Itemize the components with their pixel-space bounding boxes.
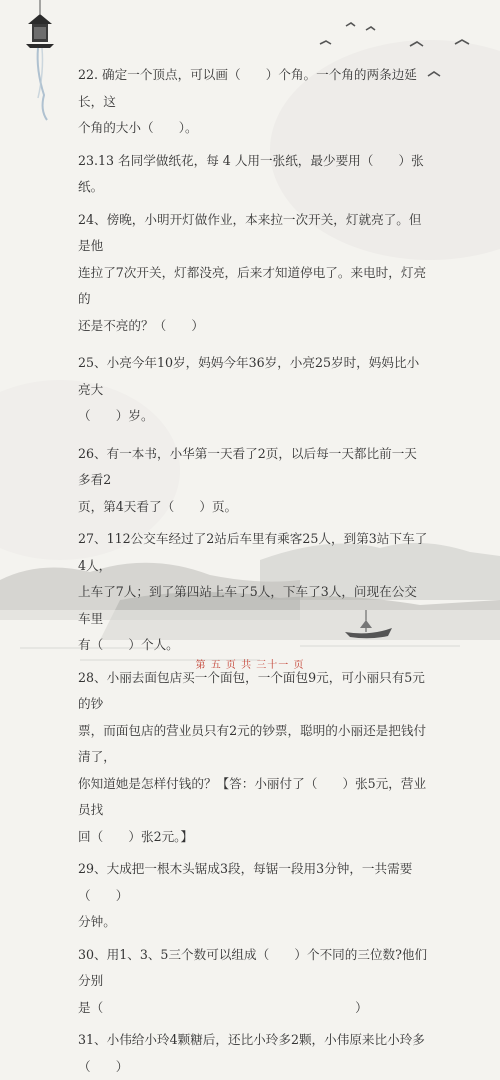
question-23-line-1: 23.13 名同学做纸花，每 4 人用一张纸，最少要用（ ）张纸。: [78, 152, 424, 194]
question-29-line-2: 分钟。: [78, 914, 116, 929]
question-31-line-1: 31、小伟给小玲4颗糖后，还比小玲多2颗，小伟原来比小玲多（ ）: [78, 1032, 425, 1074]
question-26-line-1: 26、有一本书，小华第一天看了2页，以后每一天都比前一天多看2: [78, 445, 417, 487]
question-27-line-1: 27、112公交车经过了2站后车里有乘客25人，到第3站下车了4人，: [78, 531, 428, 573]
question-27-line-2: 上车了7人；到了第四站上车了5人，下车了3人，问现在公交车里: [78, 584, 417, 626]
question-28-line-1: 28、小丽去面包店买一个面包，一个面包9元，可小丽只有5元的钞: [78, 669, 425, 711]
question-22-line-1: 22. 确定一个顶点，可以画（ ）个角。一个角的两条边延长，这: [78, 67, 417, 109]
question-list: [78, 62, 428, 1080]
question-26-line-2: 页，第4天看了（ ）页。: [78, 498, 238, 514]
question-24-line-2: 连拉了7次开关，灯都没亮，后来才知道停电了。来电时，灯亮的: [78, 264, 427, 306]
question-28-line-4: 回（ ）张2元。】: [78, 828, 194, 844]
question-28-line-2: 票，而面包店的营业员只有2元的钞票，聪明的小丽还是把钱付清了，: [78, 722, 427, 764]
question-30-line-1: 30、用1、3、5三个数可以组成（ ）个不同的三位数?他们分别: [78, 946, 428, 988]
question-22-line-2: 个角的大小（ ）。: [78, 120, 198, 135]
question-28-line-3: 你知道她是怎样付钱的？【答：小丽付了（ ）张5元，营业员找: [78, 775, 427, 817]
question-25-line-2: （ ）岁。: [78, 408, 154, 423]
question-25-line-1: 25、小亮今年10岁，妈妈今年36岁，小亮25岁时，妈妈比小亮大: [78, 355, 420, 397]
question-29-line-1: 29、大成把一根木头锯成3段，每锯一段用3分钟，一共需要（ ）: [78, 861, 413, 903]
question-27-line-3: 有（ ）个人。: [78, 637, 179, 652]
question-24-line-3: 还是不亮的？（ ）: [78, 317, 204, 333]
question-24-line-1: 24、傍晚，小明开灯做作业，本来拉一次开关，灯就亮了。但是他: [78, 211, 422, 253]
question-30-line-2: 是（ ）: [78, 999, 368, 1015]
page-number-footer: 第 五 页 共 三十一 页: [195, 660, 305, 671]
